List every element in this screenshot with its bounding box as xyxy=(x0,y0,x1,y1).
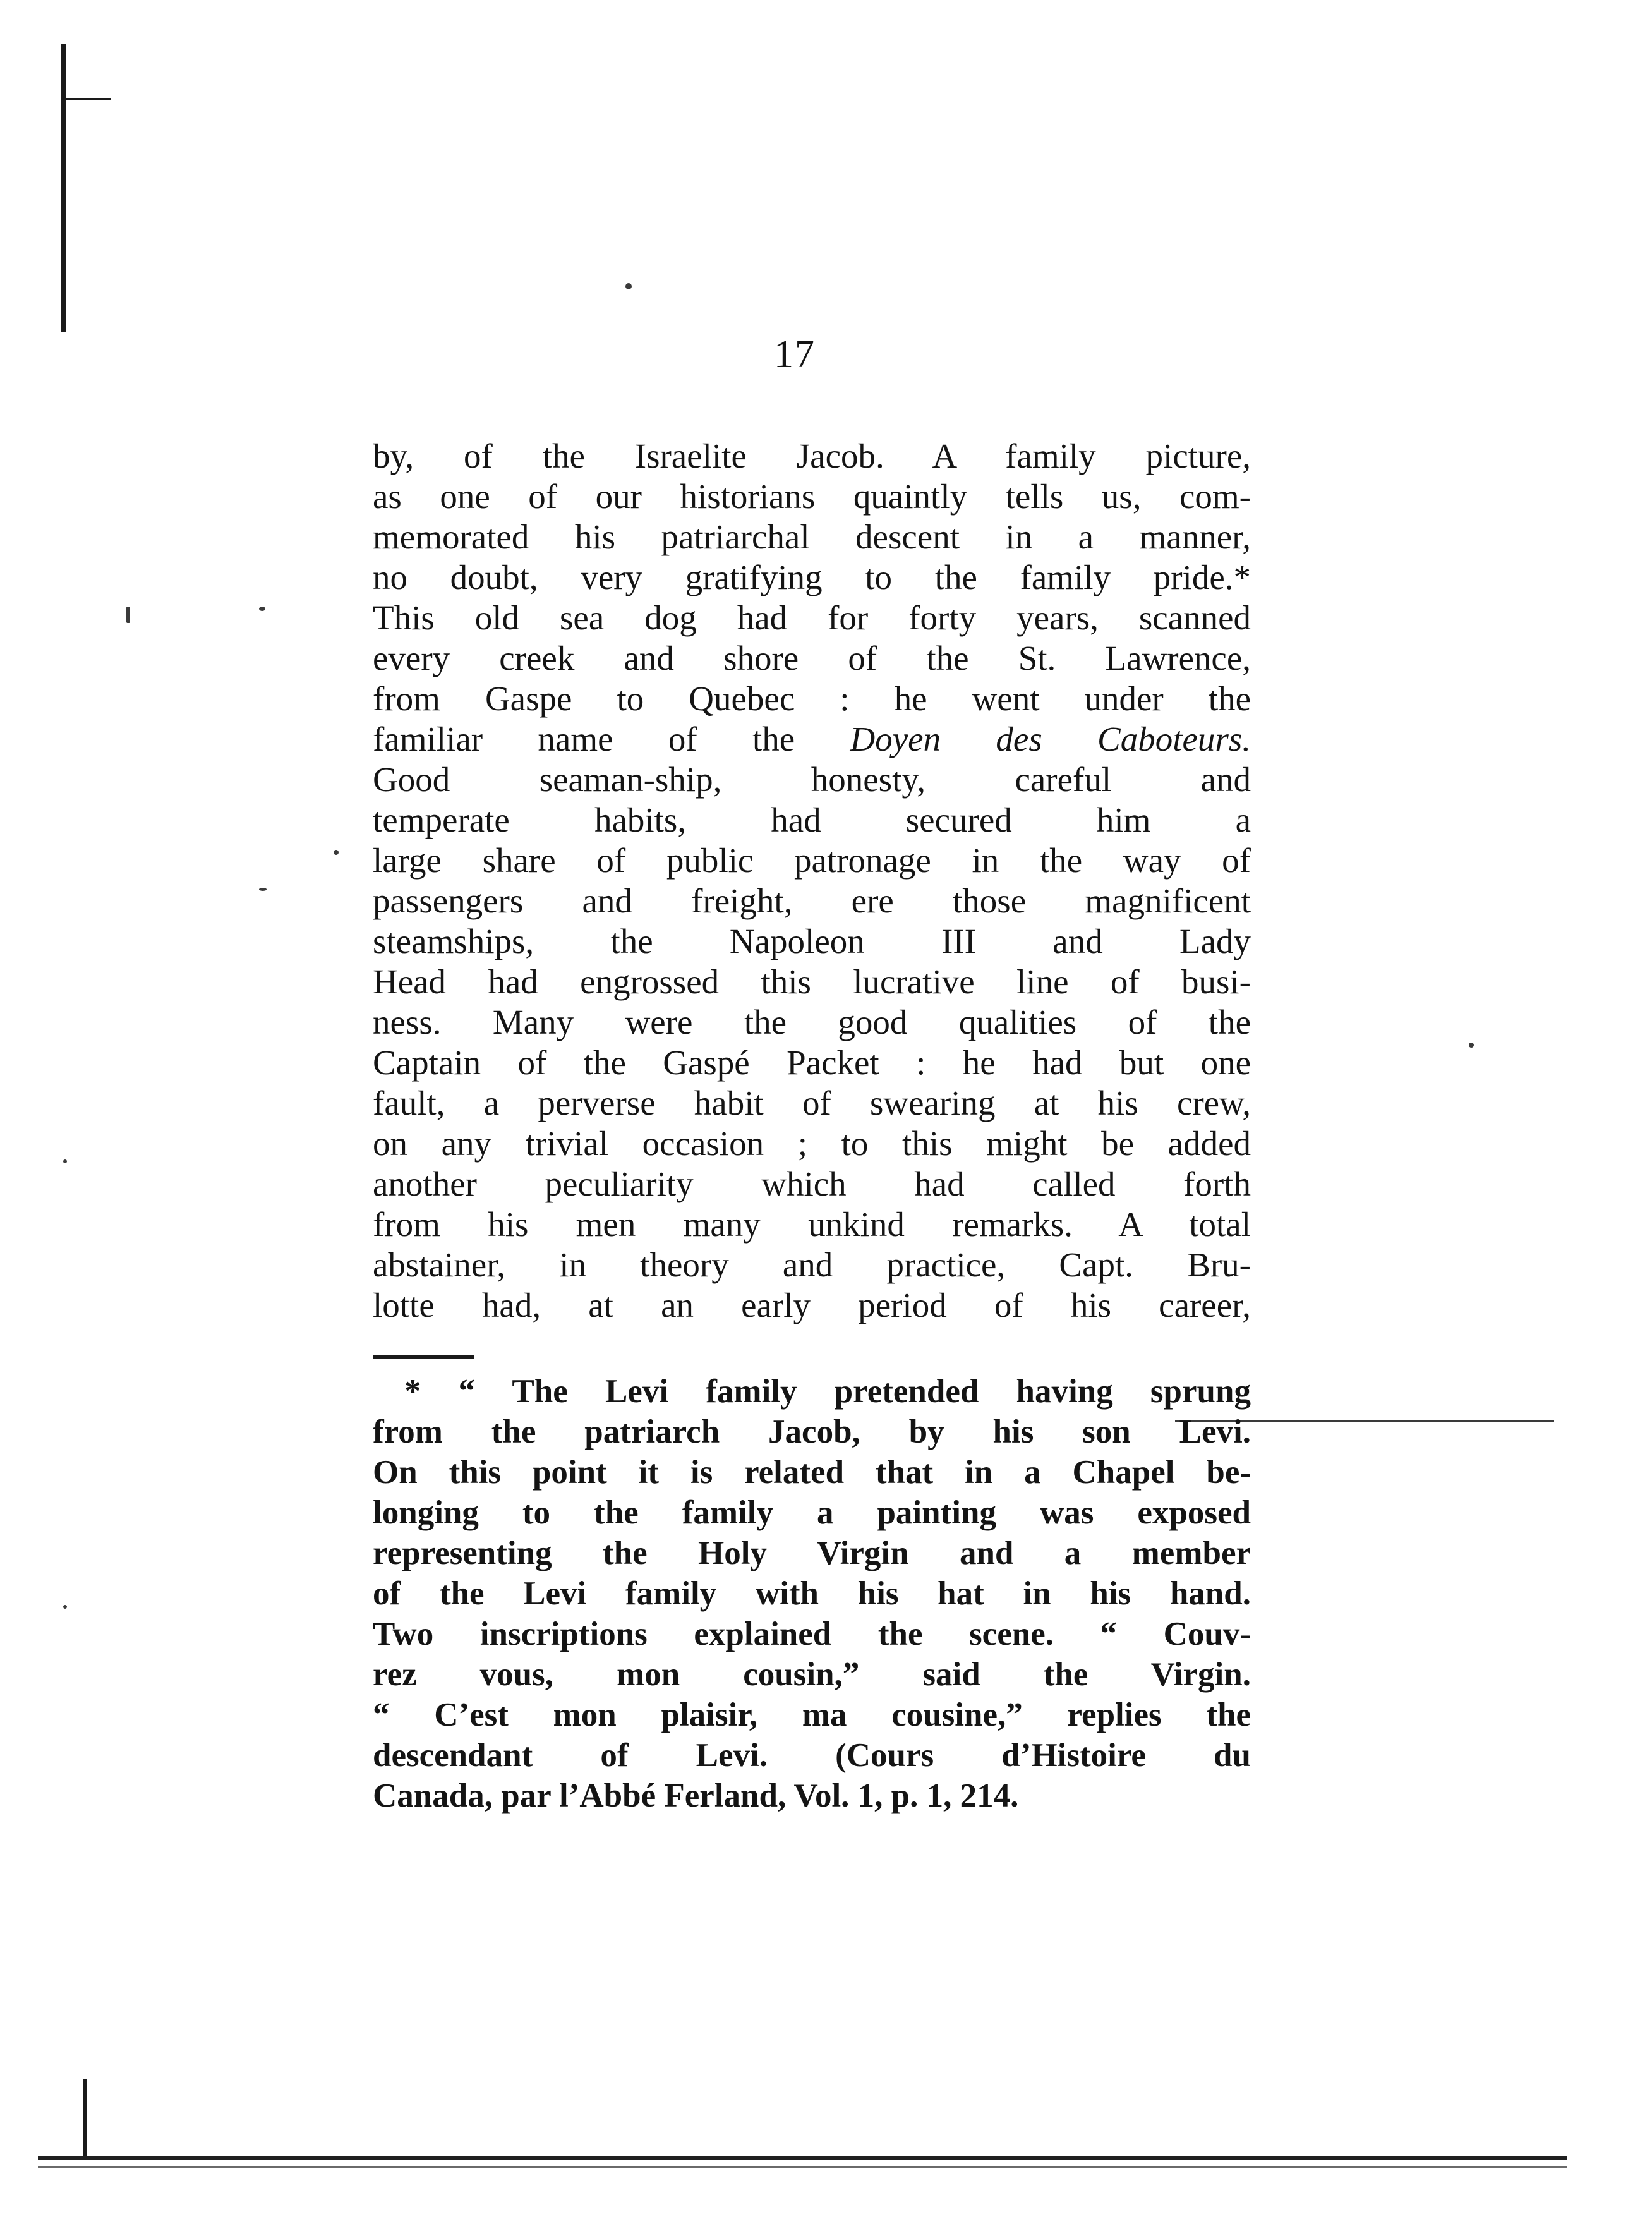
body-line: steamships, the Napoleon III and Lady xyxy=(373,922,1251,960)
body-line: as one of our historians quaintly tells us, com- xyxy=(373,477,1251,516)
footnote-line: “ C’est mon plaisir, ma cousine,” replies the xyxy=(373,1697,1251,1733)
scan-bracket-mark xyxy=(83,2079,87,2160)
footnote-line: longing to the family a painting was exposed xyxy=(373,1494,1251,1531)
scan-edge-tick xyxy=(61,98,111,100)
body-line: ness. Many were the good qualities of the xyxy=(373,1003,1251,1041)
footnote-line: * “ The Levi family pretended having sprung xyxy=(404,1373,1251,1410)
italic-name: Doyen des Caboteurs. xyxy=(850,720,1251,758)
body-line: memorated his patriarchal descent in a manner, xyxy=(373,518,1251,556)
body-line: lotte had, at an early period of his career, xyxy=(373,1286,1251,1324)
footnote-line: rez vous, mon cousin,” said the Virgin. xyxy=(373,1656,1251,1693)
body-line: Head had engrossed this lucrative line of busi- xyxy=(373,962,1251,1001)
scan-speck xyxy=(63,1159,67,1163)
footnote-line: from the patriarch Jacob, by his son Levi. xyxy=(373,1414,1251,1450)
footnote-line: Two inscriptions explained the scene. “ Couv- xyxy=(373,1616,1251,1652)
scan-edge-mark xyxy=(61,44,66,332)
scan-speck xyxy=(334,850,339,855)
body-line: passengers and freight, ere those magnificent xyxy=(373,881,1251,920)
body-line: abstainer, in theory and practice, Capt. Bru- xyxy=(373,1245,1251,1284)
scan-speck xyxy=(625,283,632,289)
footnote-line: representing the Holy Virgin and a member xyxy=(373,1535,1251,1571)
body-line: large share of public patronage in the way of xyxy=(373,841,1251,880)
body-line: This old sea dog had for forty years, scanned xyxy=(373,598,1251,637)
body-line: another peculiarity which had called forth xyxy=(373,1165,1251,1203)
footnote-line: On this point it is related that in a Chapel be- xyxy=(373,1454,1251,1491)
body-line: every creek and shore of the St. Lawrence, xyxy=(373,639,1251,677)
body-line: on any trivial occasion ; to this might be added xyxy=(373,1124,1251,1163)
footnote xyxy=(373,1371,1251,1816)
body-line: by, of the Israelite Jacob. A family picture, xyxy=(373,437,1251,475)
scan-speck xyxy=(1469,1043,1474,1048)
footnote-line: of the Levi family with his hat in his hand. xyxy=(373,1575,1251,1612)
scan-bottom-rule-faint xyxy=(38,2166,1567,2168)
body-paragraph xyxy=(373,436,1251,1326)
scan-speck xyxy=(63,1605,67,1609)
footnote-line: Canada, par l’Abbé Ferland, Vol. 1, p. 1, 214. xyxy=(373,1777,1019,1814)
body-line xyxy=(373,719,1251,760)
body-line: Good seaman-ship, honesty, careful and xyxy=(373,760,1251,799)
body-text-run: familiar name of the xyxy=(373,720,850,758)
scan-speck xyxy=(259,607,265,611)
footnote-line: descendant of Levi. (Cours d’Histoire du xyxy=(373,1737,1251,1774)
scan-speck xyxy=(259,888,267,891)
body-line: from Gaspe to Quebec : he went under the xyxy=(373,679,1251,718)
body-line: from his men many unkind remarks. A total xyxy=(373,1205,1251,1244)
body-line: fault, a perverse habit of swearing at his crew, xyxy=(373,1084,1251,1122)
page-number: 17 xyxy=(774,333,816,376)
body-line: no doubt, very gratifying to the family pride.* xyxy=(373,558,1251,596)
scan-bottom-rule xyxy=(38,2156,1567,2160)
body-line: Captain of the Gaspé Packet : he had but one xyxy=(373,1043,1251,1082)
scan-speck xyxy=(126,607,130,623)
footnote-separator xyxy=(373,1355,474,1359)
body-line: temperate habits, had secured him a xyxy=(373,801,1251,839)
